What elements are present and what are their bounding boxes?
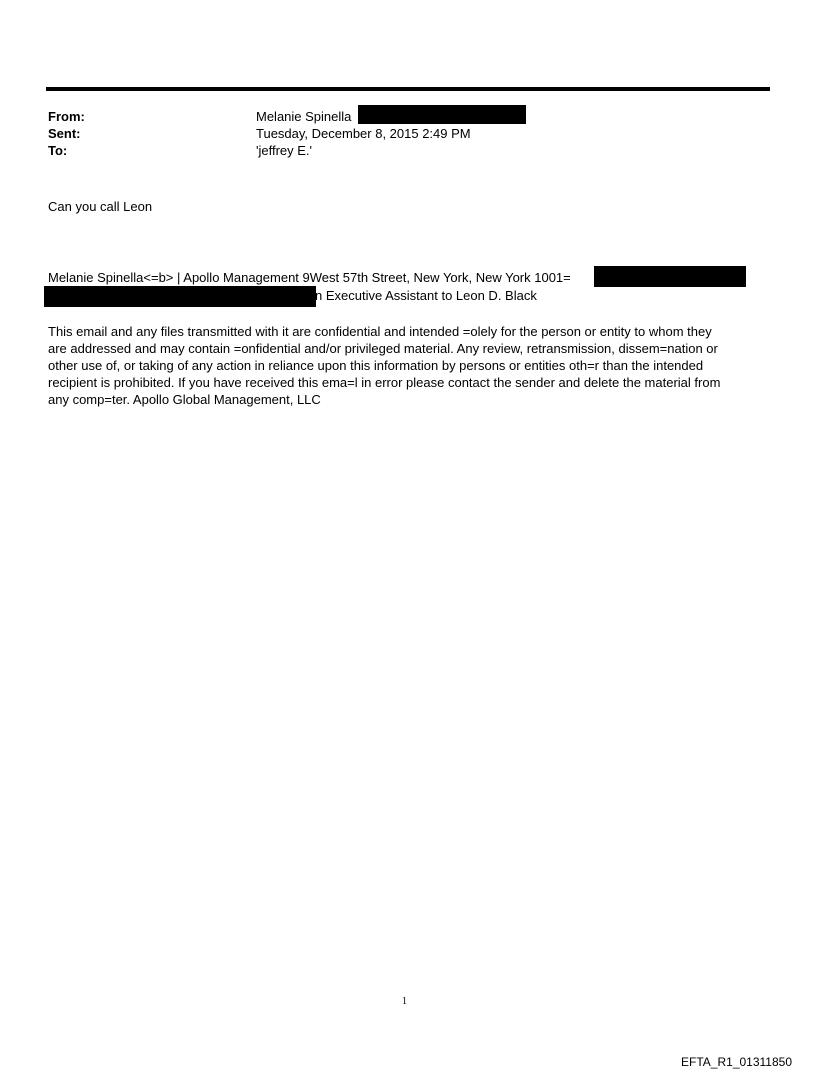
message-body: Can you call Leon	[48, 199, 153, 214]
from-label: From:	[48, 109, 85, 124]
document-id: EFTA_R1_01311850	[681, 1055, 792, 1069]
confidentiality-disclaimer	[48, 323, 760, 408]
sent-value: Tuesday, December 8, 2015 2:49 PM	[256, 126, 471, 141]
redaction-box-signature-2	[44, 286, 316, 307]
from-value: Melanie Spinella	[256, 109, 352, 124]
signature-line-2: n Executive Assistant to Leon D. Black	[315, 288, 537, 303]
to-label: To:	[48, 143, 68, 158]
disclaimer-line: other use of, or taking of any action in reliance upon this information by persons or entities oth=r than the intended	[48, 358, 704, 373]
signature-line-1: Melanie Spinella<=b> | Apollo Management 9West 57th Street, New York, New York 1001=	[48, 270, 571, 285]
redaction-box-from	[358, 105, 526, 124]
header-rule	[46, 87, 770, 91]
sent-label: Sent:	[48, 126, 81, 141]
disclaimer-line: are addressed and may contain =onfidential and/or privileged material. Any review, retransmission, dissem=nation or	[48, 341, 718, 356]
disclaimer-line: recipient is prohibited. If you have received this ema=l in error please contact the sender and delete the material from	[48, 375, 721, 390]
redaction-box-signature-1	[594, 266, 746, 287]
page-number: 1	[402, 996, 407, 1007]
disclaimer-line: any comp=ter. Apollo Global Management, LLC	[48, 392, 321, 407]
disclaimer-line: This email and any files transmitted with it are confidential and intended =olely for the person or entity to whom they	[48, 324, 712, 339]
to-value: 'jeffrey E.'	[256, 143, 313, 158]
